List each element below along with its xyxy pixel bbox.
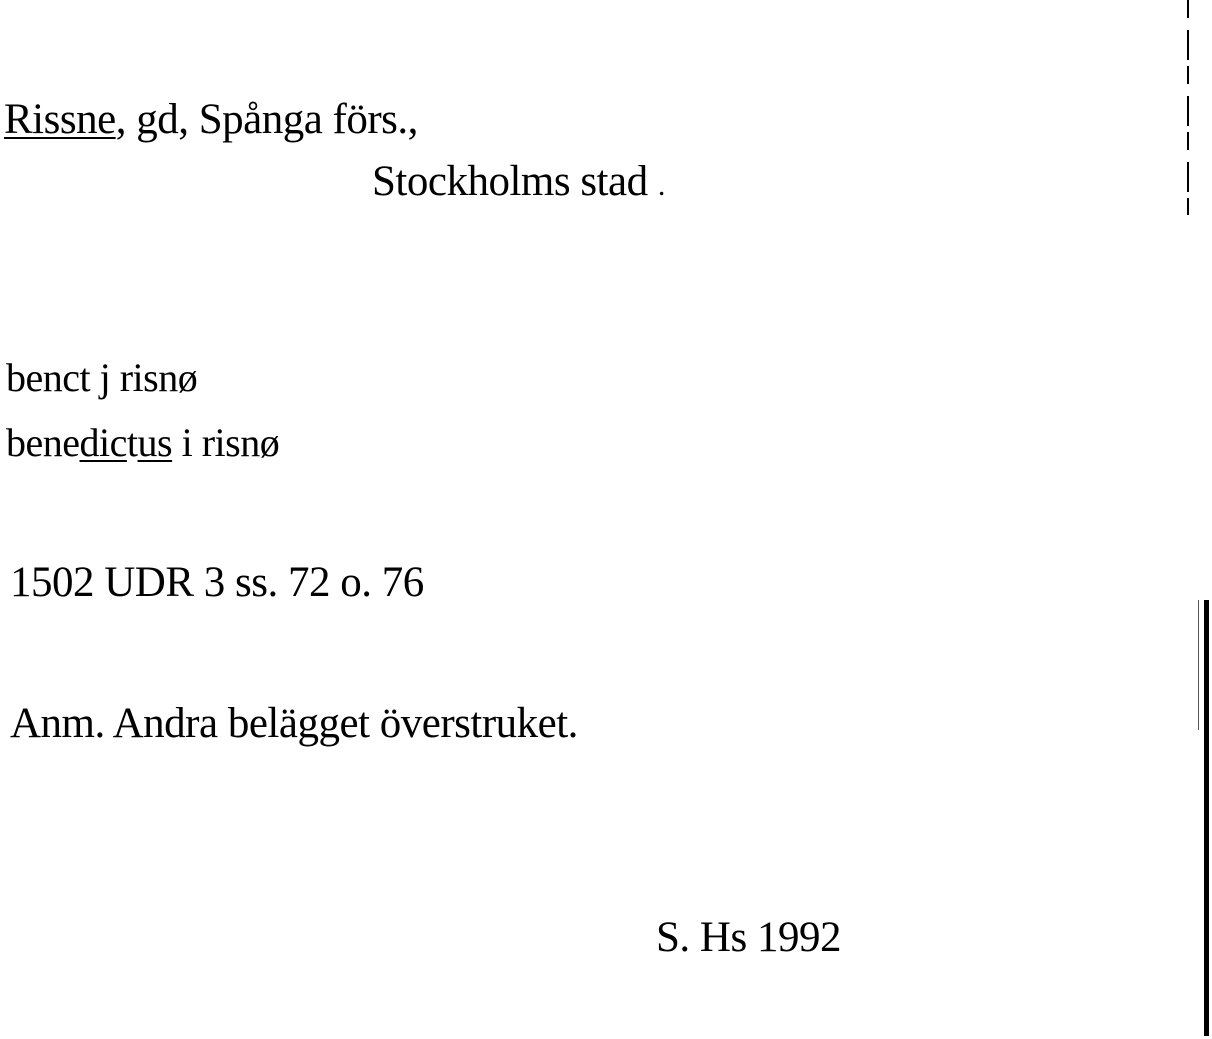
form2-suffix: i risnø (172, 420, 280, 465)
city-name: Stockholms stad (372, 158, 648, 205)
city-line (372, 160, 665, 203)
card-edge-bottom (1204, 600, 1209, 1036)
card-edge-thin (1198, 600, 1199, 730)
note-text: Anm. Andra belägget överstruket. (10, 700, 578, 747)
card-edge-top (1187, 0, 1189, 215)
attested-form-1: benct j risnø (6, 355, 198, 400)
form2-expanded-2: us (137, 420, 173, 465)
form2-prefix: bene (6, 420, 80, 465)
place-name: Rissne (4, 96, 116, 143)
city-period: . (657, 169, 665, 202)
source-reference: 1502 UDR 3 ss. 72 o. 76 (10, 559, 424, 606)
attested-form-2 (6, 420, 280, 465)
form2-mid: t (126, 420, 138, 465)
signature: S. Hs 1992 (656, 914, 841, 961)
form2-expanded-1: dic (79, 420, 127, 465)
place-heading (4, 98, 418, 141)
place-parish: , gd, Spånga förs., (115, 96, 418, 143)
